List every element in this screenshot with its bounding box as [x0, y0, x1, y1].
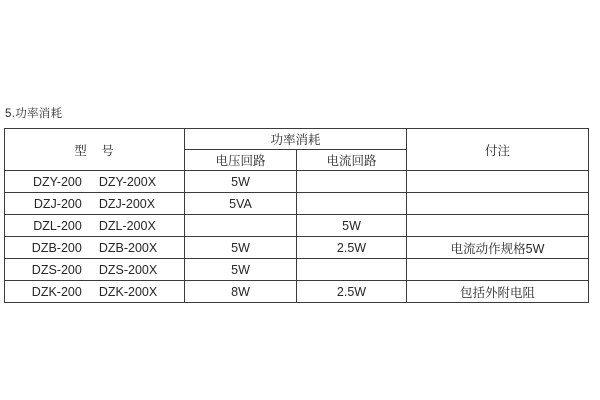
current-circuit-cell [297, 171, 407, 193]
model-name: DZB-200 [31, 240, 82, 255]
model-pair [5, 241, 184, 255]
header-row-top [5, 129, 589, 150]
current-circuit-cell: 2.5W [297, 237, 407, 259]
model-pair [5, 285, 184, 299]
voltage-circuit-cell [185, 215, 297, 237]
note-cell: 电流动作规格5W [407, 237, 589, 259]
model-pair [5, 263, 184, 277]
note-cell: 包括外附电阻 [407, 281, 589, 303]
model-name-x: DZK-200X [98, 284, 158, 299]
table-row [5, 281, 589, 303]
note-cell [407, 193, 589, 215]
model-name: DZS-200 [31, 262, 82, 277]
voltage-circuit-cell: 5W [185, 171, 297, 193]
voltage-circuit-cell: 5VA [185, 193, 297, 215]
model-name-x: DZS-200X [98, 262, 158, 277]
model-cell [5, 193, 185, 215]
model-cell [5, 237, 185, 259]
current-circuit-cell [297, 259, 407, 281]
table-row [5, 259, 589, 281]
model-cell [5, 281, 185, 303]
table-row [5, 215, 589, 237]
table-row [5, 171, 589, 193]
model-name-x: DZY-200X [98, 174, 157, 189]
model-name: DZJ-200 [33, 196, 82, 211]
model-pair [5, 197, 184, 211]
model-name-x: DZL-200X [98, 218, 156, 233]
current-circuit-cell: 5W [297, 215, 407, 237]
note-cell [407, 171, 589, 193]
model-cell [5, 215, 185, 237]
current-circuit-cell: 2.5W [297, 281, 407, 303]
note-cell [407, 259, 589, 281]
current-circuit-cell [297, 193, 407, 215]
model-name-x: DZJ-200X [98, 196, 156, 211]
column-header-voltage-circuit: 电压回路 [185, 150, 297, 171]
table-row [5, 237, 589, 259]
model-name: DZK-200 [31, 284, 82, 299]
section-title: 5.功率消耗 [5, 108, 63, 120]
model-pair [5, 219, 184, 233]
column-header-power-consumption: 功率消耗 [185, 129, 407, 150]
model-pair [5, 175, 184, 189]
model-name-x: DZB-200X [98, 240, 158, 255]
model-cell [5, 171, 185, 193]
note-cell [407, 215, 589, 237]
column-header-current-circuit: 电流回路 [297, 150, 407, 171]
power-consumption-table [4, 128, 589, 303]
table-row [5, 193, 589, 215]
model-cell [5, 259, 185, 281]
column-header-note: 付注 [407, 129, 589, 171]
column-header-model: 型 号 [5, 129, 185, 171]
model-name: DZY-200 [32, 174, 82, 189]
voltage-circuit-cell: 5W [185, 237, 297, 259]
voltage-circuit-cell: 8W [185, 281, 297, 303]
model-name: DZL-200 [33, 218, 82, 233]
voltage-circuit-cell: 5W [185, 259, 297, 281]
